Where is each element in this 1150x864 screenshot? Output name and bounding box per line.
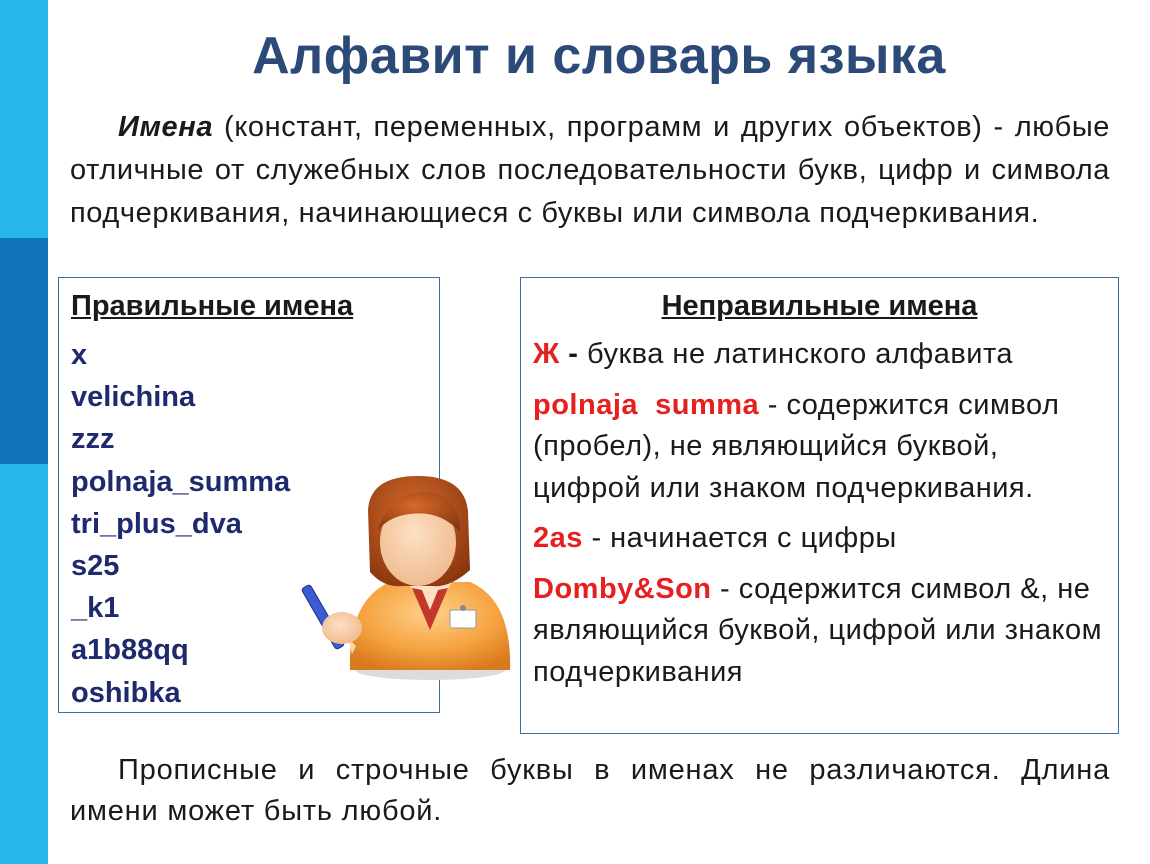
invalid-names-box (520, 277, 1119, 734)
intro-term: Имена (118, 111, 214, 143)
invalid-names-list (533, 334, 1105, 702)
invalid-name: Domby&Son (533, 572, 712, 605)
valid-name-item: velichina (71, 381, 196, 414)
intro-text: (констант, переменных, программ и других объектов) - любые отличные от служебных слов последовательности букв, цифр и символа подчеркивания, начинающиеся с буквы или символа подчеркивания. (70, 111, 1110, 229)
invalid-name: Ж (533, 338, 560, 370)
invalid-name-reason: содержится символ &, не являющийся буквой, цифрой или знаком подчеркивания (533, 572, 1103, 688)
side-accent-bar-dark (0, 238, 48, 464)
invalid-names-heading: Неправильные имена (661, 290, 978, 322)
invalid-name-separator: - (711, 572, 739, 605)
valid-name-item: x (71, 339, 88, 371)
valid-name-item: zzz (71, 423, 115, 456)
valid-name-item: oshibka (71, 676, 181, 709)
intro-paragraph (70, 106, 1110, 235)
invalid-name-reason: начинается с цифры (610, 522, 897, 554)
invalid-name-reason: буква не латинского алфавита (587, 338, 1014, 370)
invalid-name-item (533, 334, 1105, 376)
valid-name-item: a1b88qq (71, 634, 189, 667)
valid-names-list (71, 334, 290, 714)
outro-paragraph: Прописные и строчные буквы в именах не различаются. Длина имени может быть любой. (70, 754, 1110, 827)
invalid-name-separator: - (759, 388, 787, 421)
invalid-name-reason: содержится символ (пробел), не являющийся буквой, цифрой или знаком подчеркивания. (533, 388, 1060, 504)
valid-name-item: _k1 (71, 592, 120, 625)
invalid-name: 2as (533, 522, 583, 554)
valid-name-item: polnaja_summa (71, 465, 291, 498)
invalid-name-separator: - (582, 522, 611, 554)
valid-name-item: s25 (71, 550, 120, 583)
valid-name-item: tri_plus_dva (71, 507, 242, 540)
invalid-name-separator: - (559, 338, 587, 370)
valid-names-heading: Правильные имена (71, 290, 354, 322)
invalid-name: polnaja summa (533, 388, 760, 421)
invalid-name-item (533, 385, 1105, 510)
teacher-with-pencil-icon (300, 470, 520, 690)
invalid-name-item (533, 518, 1105, 560)
invalid-name-item (533, 569, 1105, 694)
slide-title: Алфавит и словарь языка (252, 27, 946, 85)
